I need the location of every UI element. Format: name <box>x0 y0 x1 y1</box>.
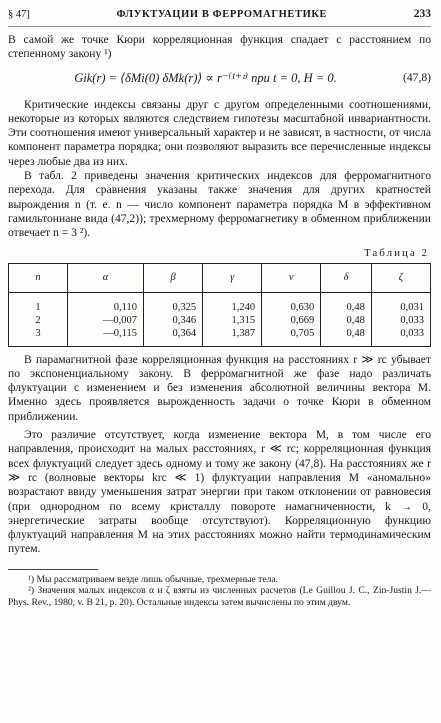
table-caption: Таблица 2 <box>363 246 429 259</box>
col-beta: β <box>144 263 203 292</box>
col-gamma: γ <box>203 263 262 292</box>
table-cell: 1,387 <box>203 327 262 347</box>
table-cell: 0,48 <box>321 292 372 314</box>
equation-number: (47,8) <box>402 71 431 85</box>
table-cell: 0,325 <box>144 292 203 314</box>
table-cell: 0,669 <box>262 314 321 327</box>
col-n: n <box>9 263 68 292</box>
section-number: § 47] <box>8 9 30 20</box>
critical-indices-table <box>8 263 431 347</box>
table-header-row <box>9 263 431 292</box>
col-nu: ν <box>262 263 321 292</box>
table-cell: 0,110 <box>68 292 144 314</box>
footnote-1: ¹) Мы рассматриваем везде лишь обычные, трехмерные тела. <box>28 573 279 585</box>
table-cell: 1 <box>9 292 68 314</box>
table-cell: 0,630 <box>262 292 321 314</box>
table-cell: 2 <box>9 314 68 327</box>
table-row <box>9 314 431 327</box>
footnote-2: ²) Значения малых индексов α и ζ взяты из численных расчетов (Le Guillou J. C., Zin-Justin J.—Phys. Rev., 1980, v. B 21, p. 20). Остальные индексы затем вычислены по этим двум. <box>8 585 431 608</box>
col-alpha: α <box>68 263 144 292</box>
table-cell: 0,364 <box>144 327 203 347</box>
col-zeta: ζ <box>371 263 430 292</box>
running-header <box>8 8 431 27</box>
running-title: ФЛУКТУАЦИИ В ФЕРРОМАГНЕТИКЕ <box>116 9 328 20</box>
table-cell: 0,705 <box>262 327 321 347</box>
col-delta: δ <box>321 263 372 292</box>
table-cell: —0,115 <box>68 327 144 347</box>
table-row <box>9 327 431 347</box>
table-row <box>9 292 431 314</box>
equation-47-8 <box>8 66 431 90</box>
table-cell: 0,48 <box>321 314 372 327</box>
table-cell: 0,033 <box>371 327 430 347</box>
table-cell: 1,315 <box>203 314 262 327</box>
intro-paragraph: В самой же точке Кюри корреляционная функция спадает с расстоянием по степенному закону ¹) <box>8 33 431 61</box>
table-cell: 0,48 <box>321 327 372 347</box>
table-cell: 0,346 <box>144 314 203 327</box>
equation-body: Gik(r) = ⟨δMi(0) δMk(r)⟩ ∝ r⁻⁽¹⁺ᶻ⁾ при t = 0, H = 0. <box>74 70 337 85</box>
paragraph-table-reference: В табл. 2 приведены значения критических индексов для ферромагнитного перехода. Для сравнения указаны также значения для других кратностей вырождения n (т. е. n — число компонент параметра порядка M в эффективном гамильтониане вида (47,2)); трехмерному ферромагнетику в обменном приближении отвечает n = 3 ²). <box>8 169 431 240</box>
table-cell: 0,033 <box>371 314 430 327</box>
table-cell: 1,240 <box>203 292 262 314</box>
table-cell: 0,031 <box>371 292 430 314</box>
paragraph-paramagnetic-phase: В парамагнитной фазе корреляционная функция на расстояниях r ≫ rc убывает по экспоненциальному закону. В ферромагнитной же фазе надо различать флуктуации с изменением и без изменения абсолютной величины вектора M. Именно здесь проявляется вырожденность задачи о точке Кюри в обменном приближении. <box>8 352 431 423</box>
page-number: 233 <box>413 8 431 20</box>
paragraph-critical-indices: Критические индексы связаны друг с другом определенными соотношениями, некоторые из которых являются следствием гипотезы масштабной инвариантности. Эти соотношения имеют универсальный характер и не зависят, в частности, от числа компонент параметра порядка; они позволяют выразить все перечисленные индексы через любые два из них. <box>8 97 431 168</box>
table-cell: —0,007 <box>68 314 144 327</box>
table-cell: 3 <box>9 327 68 347</box>
footnote-separator <box>8 569 98 570</box>
paragraph-direction-fluctuations: Это различие отсутствует, когда изменение вектора M, в том числе его направления, происходит на малых расстояниях, r ≪ rc; корреляционная функция всех флуктуаций следует здесь одному и тому же закону (47,8). На расстояниях же r ≫ rc (волновые векторы krc ≪ 1) флуктуации направления M «аномально» возрастают ввиду уменьшения затрат энергии при таком отклонении от равновесия (при однородном по всему кристаллу повороте намагниченности, k → 0, энергетические затраты вообще отсутствуют). Корреляционную функцию флуктуаций направления M на этих расстояниях можно найти термодинамическим путем. <box>8 428 431 556</box>
